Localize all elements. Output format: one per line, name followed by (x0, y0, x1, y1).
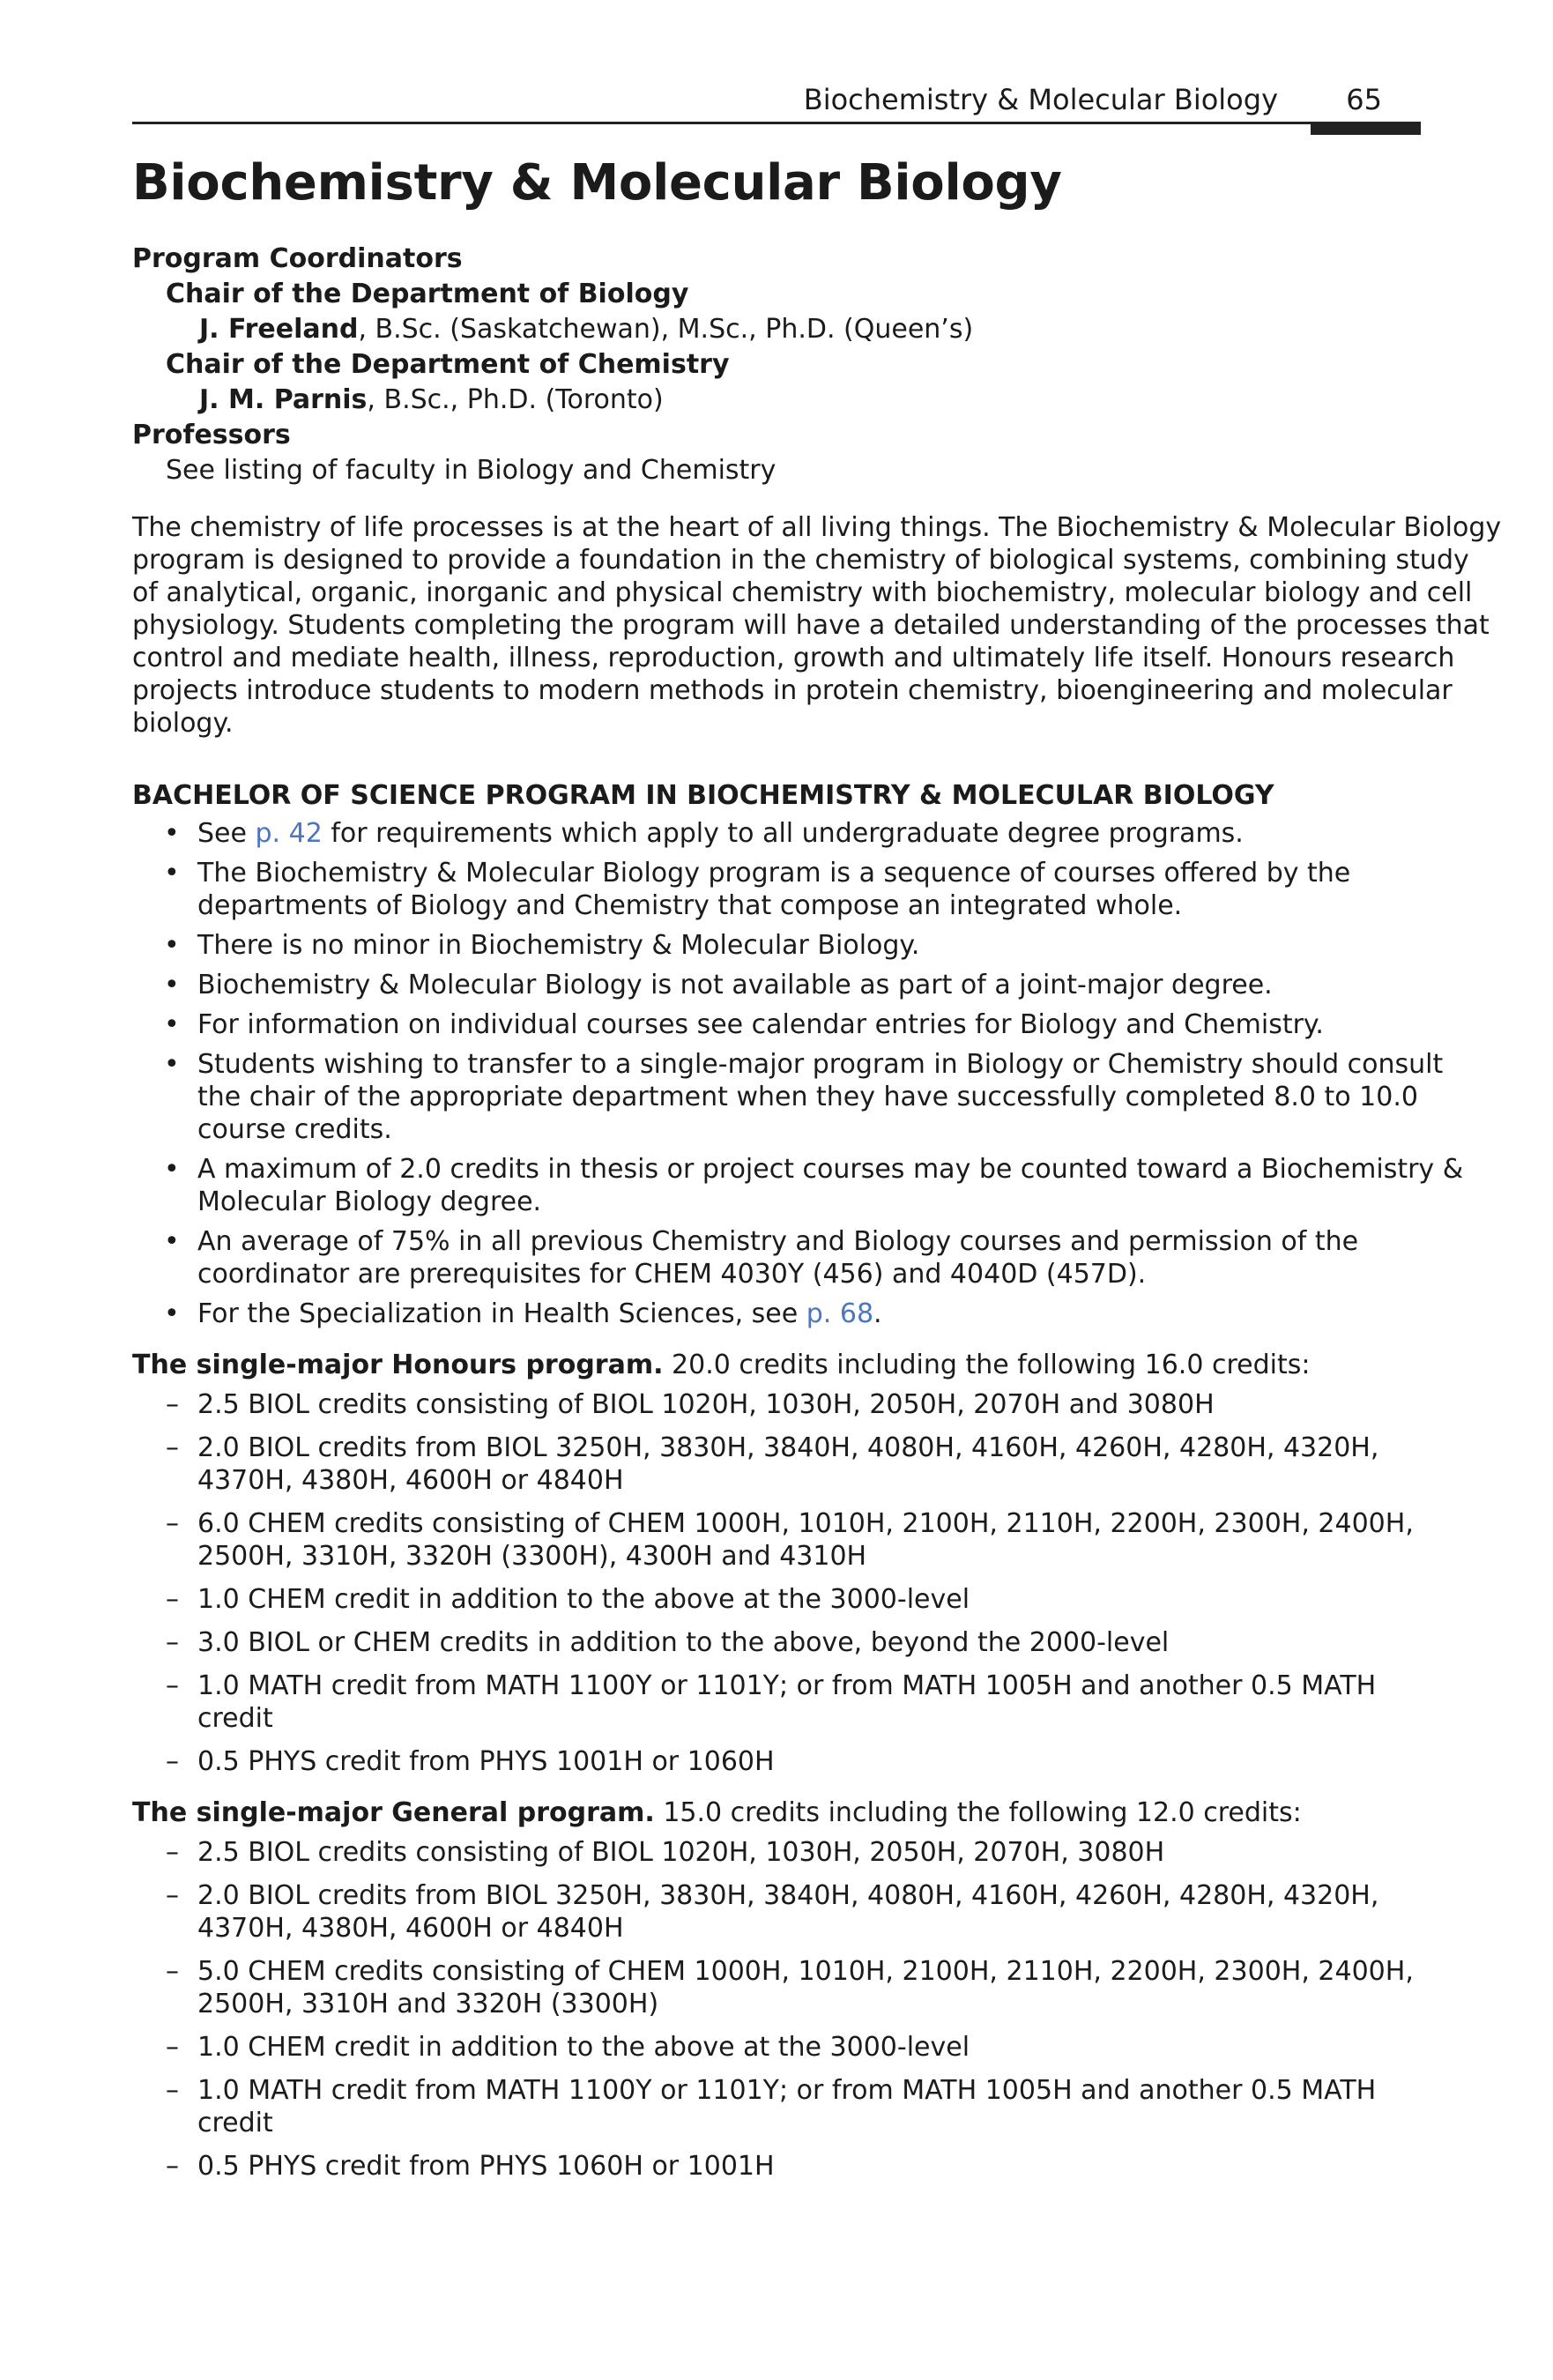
chemistry-chair-credentials: , B.Sc., Ph.D. (Toronto) (367, 384, 664, 415)
honours-requirement-item: – 1.0 MATH credit from MATH 1100Y or 1101Y; or from MATH 1005H and another 0.5 MATH credit (166, 1670, 1377, 1734)
bsc-bullet-item: • For information on individual courses see calendar entries for Biology and Chemistry. (164, 1009, 1324, 1040)
general-heading: The single-major General program. 15.0 credits including the following 12.0 credits: (132, 1797, 1302, 1828)
honours-requirement-item: – 2.0 BIOL credits from BIOL 3250H, 3830H, 3840H, 4080H, 4160H, 4260H, 4280H, 4320H, 4370H, 4380H, 4600H or 4840H (166, 1432, 1379, 1496)
header-tab-bar (1311, 122, 1421, 135)
bsc-bullet-item: • See p. 42 for requirements which apply to all undergraduate degree programs. (164, 818, 1244, 849)
intro-paragraph: The chemistry of life processes is at the heart of all living things. The Biochemistry & Molecular Biology program is designed to provide a foundation in the chemistry of biological systems, combining study of analytical, organic, inorganic and physical chemistry with biochemistry, molecular biology and cell physiology. Students completing the program will have a detailed understanding of the processes that control and mediate health, illness, reproduction, growth and ultimately life itself. Honours research projects introduce students to modern methods in protein chemistry, bioengineering and molecular biology. (132, 512, 1502, 739)
general-requirement-item: – 1.0 MATH credit from MATH 1100Y or 1101Y; or from MATH 1005H and another 0.5 MATH credit (166, 2075, 1377, 2138)
coordinators-heading: Program Coordinators (132, 243, 463, 274)
honours-requirement-item: – 3.0 BIOL or CHEM credits in addition to the above, beyond the 2000-level (166, 1627, 1170, 1658)
biology-chair-credentials: , B.Sc. (Saskatchewan), M.Sc., Ph.D. (Queen’s) (358, 314, 974, 345)
page-content (132, 154, 1502, 2193)
page-68-link[interactable]: p. 68 (806, 1298, 874, 1329)
chemistry-chair (132, 383, 1421, 418)
general-requirements-list (132, 1836, 1421, 2183)
page-title: Biochemistry & Molecular Biology (132, 154, 1062, 212)
bsc-bullet-list (132, 817, 1464, 1330)
page-42-link[interactable]: p. 42 (255, 818, 323, 849)
general-requirement-item: – 1.0 CHEM credit in addition to the above at the 3000-level (166, 2032, 970, 2063)
chemistry-chair-name: J. M. Parnis (199, 384, 368, 415)
bsc-bullet-item: • An average of 75% in all previous Chemistry and Biology courses and permission of the coordinator are prerequisites for CHEM 4030Y (456) and 4040D (457D). (164, 1226, 1359, 1290)
biology-chair-name: J. Freeland (199, 314, 359, 345)
bsc-bullet-item: • Biochemistry & Molecular Biology is not available as part of a joint-major degree. (164, 970, 1273, 1000)
general-requirement-item: – 2.5 BIOL credits consisting of BIOL 1020H, 1030H, 2050H, 2070H, 3080H (166, 1837, 1165, 1868)
bsc-heading: BACHELOR OF SCIENCE PROGRAM IN BIOCHEMISTRY & MOLECULAR BIOLOGY (132, 780, 1274, 811)
honours-requirement-item: – 1.0 CHEM credit in addition to the above at the 3000-level (166, 1584, 970, 1615)
general-requirement-item: – 2.0 BIOL credits from BIOL 3250H, 3830H, 3840H, 4080H, 4160H, 4260H, 4280H, 4320H, 4370H, 4380H, 4600H or 4840H (166, 1880, 1379, 1944)
professors-heading: Professors (132, 420, 291, 450)
honours-requirement-item: – 0.5 PHYS credit from PHYS 1001H or 1060H (166, 1746, 775, 1777)
bsc-bullet-item: • The Biochemistry & Molecular Biology program is a sequence of courses offered by the departments of Biology and Chemistry that compose an integrated whole. (164, 858, 1351, 921)
header-rule (132, 122, 1311, 124)
bsc-bullet-item: • For the Specialization in Health Sciences, see p. 68. (164, 1298, 882, 1329)
honours-requirement-item: – 2.5 BIOL credits consisting of BIOL 1020H, 1030H, 2050H, 2070H and 3080H (166, 1389, 1215, 1420)
chemistry-chair-role: Chair of the Department of Chemistry (166, 349, 730, 380)
honours-heading: The single-major Honours program. 20.0 credits including the following 16.0 credits: (132, 1350, 1311, 1380)
general-requirement-item: – 0.5 PHYS credit from PHYS 1060H or 1001H (166, 2151, 775, 2182)
bsc-bullet-item: • A maximum of 2.0 credits in thesis or project courses may be counted toward a Biochemistry & Molecular Biology degree. (164, 1154, 1464, 1217)
running-header (132, 78, 1421, 139)
honours-requirements-list (132, 1388, 1421, 1778)
page-number: 65 (1346, 83, 1382, 116)
professors-text: See listing of faculty in Biology and Chemistry (166, 455, 776, 486)
biology-chair (132, 312, 1421, 347)
biology-chair-role: Chair of the Department of Biology (166, 279, 689, 309)
running-title: Biochemistry & Molecular Biology (803, 83, 1278, 116)
bsc-bullet-item: • Students wishing to transfer to a single-major program in Biology or Chemistry should consult the chair of the appropriate department when they have successfully completed 8.0 to 10.0 course credits. (164, 1049, 1444, 1145)
honours-requirement-item: – 6.0 CHEM credits consisting of CHEM 1000H, 1010H, 2100H, 2110H, 2200H, 2300H, 2400H, 2500H, 3310H, 3320H (3300H), 4300H and 4310H (166, 1508, 1414, 1572)
bsc-bullet-item: • There is no minor in Biochemistry & Molecular Biology. (164, 930, 920, 961)
general-requirement-item: – 5.0 CHEM credits consisting of CHEM 1000H, 1010H, 2100H, 2110H, 2200H, 2300H, 2400H, 2500H, 3310H and 3320H (3300H) (166, 1956, 1414, 2019)
